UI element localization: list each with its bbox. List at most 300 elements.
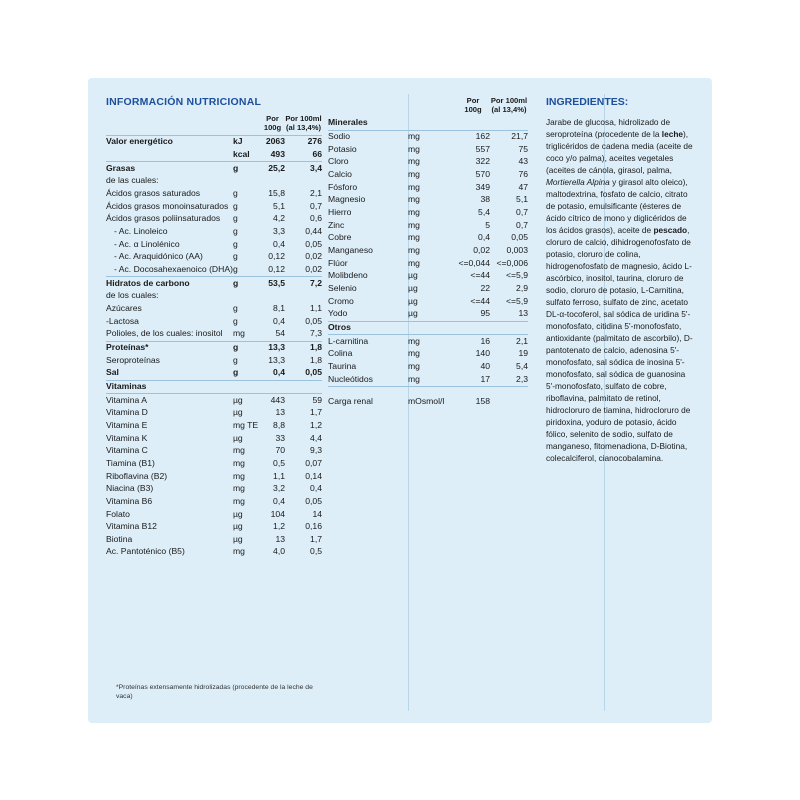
table-row [106, 533, 322, 546]
table-row [106, 200, 322, 213]
row-unit: kcal [232, 149, 250, 160]
row-value-per-100g: 570 [475, 169, 490, 180]
row-value-per-100g: 8,8 [273, 419, 285, 430]
footnote: *Proteínas extensamente hidrolizadas (procedente de la leche de vaca) [116, 683, 313, 700]
table-row [106, 367, 322, 380]
row-value-per-100g: 13 [275, 407, 285, 418]
ingredients-title: INGREDIENTES: [546, 96, 629, 108]
row-value-per-100ml: <=5,9 [506, 270, 528, 281]
row-unit: mg [408, 360, 420, 371]
table-row [106, 328, 322, 341]
table-row [106, 303, 322, 316]
row-unit: mg [232, 470, 245, 481]
row-label: Selenio [328, 283, 357, 293]
table-row [106, 251, 322, 264]
table-row [106, 546, 322, 559]
table-row [106, 315, 322, 328]
row-value-per-100g: 8,1 [273, 303, 285, 313]
row-label: Hierro [328, 207, 352, 218]
row-value-per-100ml [285, 380, 322, 393]
table-row [106, 483, 322, 496]
row-value-per-100g: 13,3 [268, 341, 285, 352]
row-value-per-100g: 95 [480, 308, 490, 319]
row-unit: mg [232, 483, 245, 494]
table-row [106, 136, 322, 149]
table-row [106, 394, 322, 407]
table-row [328, 348, 528, 361]
row-label: Seroproteínas [106, 354, 160, 365]
nutrition-left-rows [106, 136, 322, 559]
header-por100ml: Por 100ml (al 13,4%) [285, 114, 322, 132]
row-label: Ac. Pantoténico (B5) [106, 546, 185, 557]
row-value-per-100g: 557 [475, 143, 490, 154]
row-label: Azúcares [106, 303, 142, 313]
row-value-per-100g [260, 380, 285, 393]
row-unit: g [232, 238, 238, 249]
table-row [106, 238, 322, 251]
row-unit: mg [408, 143, 420, 154]
row-unit: mg [408, 335, 420, 346]
table-row [106, 508, 322, 521]
row-value-per-100ml: 2,9 [516, 283, 528, 293]
row-label: Vitamina B12 [106, 521, 157, 532]
header-unit [233, 114, 260, 135]
row-value-per-100ml: 0,14 [305, 470, 322, 481]
row-value-per-100ml: 0,05 [511, 232, 528, 243]
row-label: Ácidos grasos monoinsaturados [106, 200, 229, 211]
row-value-per-100g: 0,4 [273, 495, 285, 506]
row-unit: mg [408, 131, 420, 142]
row-value-per-100g: 4,2 [273, 213, 285, 224]
row-unit: µg [408, 270, 418, 281]
table-row [106, 521, 322, 534]
row-value-per-100ml: 66 [312, 149, 322, 160]
row-unit: µg [232, 533, 243, 544]
row-value-per-100ml: 3,4 [310, 162, 322, 173]
row-unit: mg [408, 181, 420, 192]
table-row [328, 283, 528, 296]
row-value-per-100g: 5,1 [273, 200, 285, 211]
row-unit: µg [232, 394, 243, 405]
row-label: Vitamina A [106, 394, 147, 405]
row-label: Sodio [328, 131, 350, 142]
row-value-per-100ml: 0,05 [305, 238, 322, 249]
row-unit: mg [408, 194, 420, 205]
row-value-per-100g: 38 [480, 194, 490, 205]
row-unit: g [232, 200, 238, 211]
row-value-per-100ml [490, 321, 528, 334]
row-value-per-100g: 0,5 [273, 457, 285, 468]
row-value-per-100g: 162 [475, 131, 490, 142]
row-unit: g [232, 354, 238, 365]
row-label: Otros [328, 321, 351, 332]
row-unit: mg [408, 169, 420, 180]
table-row [328, 143, 528, 156]
row-value-per-100g: 322 [475, 156, 490, 167]
row-value-per-100ml: 1,7 [310, 407, 322, 418]
table-header-row [106, 114, 322, 135]
row-label: - Ac. Linoleico [114, 226, 168, 237]
row-value-per-100g [260, 290, 285, 303]
row-value-per-100ml: 0,003 [506, 245, 528, 256]
table-row [328, 245, 528, 258]
row-unit: kJ [232, 136, 243, 147]
row-label: Yodo [328, 308, 348, 319]
table-row [328, 321, 528, 334]
row-value-per-100g: <=44 [470, 295, 490, 306]
table-row [106, 175, 322, 188]
row-value-per-100g: 0,12 [268, 251, 285, 262]
row-label: Ácidos grasos poliinsaturados [106, 213, 221, 224]
row-unit: g [232, 315, 238, 326]
row-label: de los cuales: [106, 290, 159, 301]
header-por100g: Por 100g [263, 114, 282, 132]
table-row [106, 407, 322, 420]
row-value-per-100ml: 4,4 [310, 432, 322, 443]
table-row [328, 117, 528, 130]
row-label: de las cuales: [106, 175, 159, 186]
table-row [328, 194, 528, 207]
row-label: Flúor [328, 257, 348, 268]
table-row [328, 396, 528, 409]
row-value-per-100g: 70 [275, 445, 285, 456]
row-unit [233, 175, 260, 188]
row-value-per-100ml: 0,7 [516, 219, 528, 230]
row-value-per-100g: 349 [475, 181, 490, 192]
row-label: -Lactosa [106, 315, 139, 326]
row-value-per-100g: <=44 [470, 270, 490, 281]
row-label: Grasas [106, 162, 136, 173]
row-label: Cloro [328, 156, 349, 167]
row-value-per-100ml [490, 117, 528, 130]
table-row [328, 335, 528, 348]
row-value-per-100ml: 1,8 [310, 341, 322, 352]
table-row [106, 162, 322, 175]
row-unit: mg [232, 445, 245, 456]
row-value-per-100g: 5 [485, 219, 490, 230]
row-unit: µg [408, 295, 418, 306]
row-label: Cromo [328, 295, 354, 306]
row-value-per-100ml: <=0,006 [496, 257, 528, 268]
row-unit: g [232, 277, 239, 288]
nutrition-mid-column [322, 96, 528, 713]
row-label: Calcio [328, 169, 352, 180]
row-unit: g [232, 162, 239, 173]
row-value-per-100g: 3,2 [273, 483, 285, 494]
row-value-per-100ml: 21,7 [511, 131, 528, 142]
nutrition-table-left [106, 114, 322, 559]
row-unit: mg [408, 373, 420, 384]
row-value-per-100g: 158 [475, 396, 490, 407]
row-value-per-100g: 0,4 [273, 367, 285, 378]
row-value-per-100g: 0,12 [268, 264, 285, 275]
row-label: Biotina [106, 533, 133, 544]
row-unit: g [232, 367, 239, 378]
row-unit: mg [408, 245, 420, 256]
row-value-per-100ml: 0,6 [310, 213, 322, 224]
table-row [106, 420, 322, 433]
row-value-per-100ml: 1,2 [310, 419, 322, 430]
row-value-per-100ml: 0,7 [516, 207, 528, 218]
row-unit: µg [232, 432, 243, 443]
row-value-per-100g: 15,8 [268, 188, 285, 199]
row-unit: g [232, 226, 238, 237]
row-label: Polioles, de los cuales: inositol [106, 328, 223, 339]
panel-inner [88, 78, 712, 723]
row-value-per-100g: 5,4 [478, 207, 490, 218]
row-label: Vitamina D [106, 407, 148, 418]
row-value-per-100ml: 47 [518, 181, 528, 192]
row-value-per-100g: 0,4 [273, 315, 285, 326]
row-unit: µg [408, 283, 418, 293]
row-value-per-100ml: 43 [518, 156, 528, 167]
row-unit: mg [408, 232, 420, 243]
table-row [106, 213, 322, 226]
row-value-per-100ml: 2,1 [310, 188, 322, 199]
row-value-per-100g: 1,2 [273, 521, 285, 532]
row-unit: mg [232, 546, 245, 557]
row-value-per-100g: 33 [275, 432, 285, 443]
row-value-per-100ml: 19 [518, 348, 528, 359]
row-value-per-100ml: 0,02 [305, 264, 322, 275]
row-value-per-100ml: 0,16 [305, 521, 322, 532]
row-value-per-100ml [490, 396, 528, 409]
row-label: Hidratos de carbono [106, 277, 190, 288]
row-value-per-100g: 40 [480, 360, 490, 371]
row-unit: µg [408, 308, 418, 319]
row-value-per-100g: 0,02 [473, 245, 490, 256]
row-value-per-100g: 53,5 [268, 277, 285, 288]
nutrition-left-column [106, 96, 322, 713]
row-unit: mg [232, 328, 245, 339]
header-por100g-mid: Por 100g [464, 96, 482, 114]
row-unit: mg [408, 219, 420, 230]
row-label: - Ac. Araquidónico (AA) [114, 251, 203, 262]
row-unit: µg [232, 407, 243, 418]
row-value-per-100g [456, 117, 490, 130]
table-row [106, 457, 322, 470]
row-value-per-100g: 0,4 [478, 232, 490, 243]
row-label: Manganeso [328, 245, 373, 256]
row-unit: mg [408, 257, 420, 268]
row-value-per-100ml: 0,05 [305, 367, 322, 378]
row-value-per-100ml: 0,44 [305, 226, 322, 237]
row-label: L-carnitina [328, 335, 369, 346]
row-value-per-100ml [285, 290, 322, 303]
row-label: Molibdeno [328, 270, 368, 281]
row-unit: mg [232, 457, 245, 468]
row-label: - Ac. Docosahexaenoico (DHA) [114, 264, 233, 275]
row-label: Niacina (B3) [106, 483, 154, 494]
table-row [106, 470, 322, 483]
row-label [106, 149, 233, 162]
row-value-per-100g: 493 [270, 149, 285, 160]
row-value-per-100ml: 59 [312, 394, 322, 405]
row-label: Taurina [328, 360, 357, 371]
row-label: Potasio [328, 143, 357, 154]
row-value-per-100g: 1,1 [273, 470, 285, 481]
row-value-per-100ml: 5,1 [516, 194, 528, 205]
row-unit: mg [408, 156, 420, 167]
ingredients-text: Jarabe de glucosa, hidrolizado de seroproteína (procedente de la leche), triglicéridos de cadena media (aceite de coco y/o palma), aceites vegetales (aceites de cánola, girasol, palma, Mortierella Alpina y girasol alto oleico), maltodextrina, fosfato de calcio, citrato de potasio, emulsificante (ésteres de ácido cítrico de mono y diglicéridos de los ácidos grasos), aceite de pescado, cloruro de calcio, dihidrogenofosfato de potasio, cloruro de colina, hidrogenofosfato de magnesio, ácido L-ascórbico, inositol, taurina, cloruro de sodio, cloruro de potasio, L-Carnitina, sulfato ferroso, sulfato de zinc, acetato DL-α-tocoferol, sal sódica de uridina 5'-monofosfato, citidina 5'-monofosfato, antioxidante (palmitato de ascorbilo), D-pantotenato de calcio, adenosina 5'-monofosfato, sal sódica de inosina 5'-monofosfato, sal sódica de guanosina 5'-monofosfato, sulfato de cobre, riboflavina, palmitato de retinol, hidrocloruro de tiamina, hidrocloruro de piridoxina, yoduro de potasio, ácido fólico, selenito de sodio, sulfato de manganeso, fitomenadiona, D-Biotina, colecalciferol, cianocobalamina. [546, 117, 693, 464]
table-row [328, 207, 528, 220]
ingredients-column [528, 96, 696, 713]
table-row [328, 270, 528, 283]
row-value-per-100g [260, 175, 285, 188]
row-value-per-100ml: 13 [518, 308, 528, 319]
table-row [106, 445, 322, 458]
nutrition-table-mid [328, 96, 528, 408]
table-row [106, 226, 322, 239]
table-row [106, 354, 322, 367]
row-label: Vitamina C [106, 445, 148, 456]
table-row [106, 432, 322, 445]
row-unit: g [232, 213, 238, 224]
row-unit: µg [232, 521, 243, 532]
table-row [328, 232, 528, 245]
row-unit: g [232, 251, 238, 262]
row-value-per-100ml: 0,07 [305, 457, 322, 468]
table-row [328, 130, 528, 143]
row-value-per-100ml: 0,4 [310, 483, 322, 494]
table-row [106, 188, 322, 201]
row-label: Ácidos grasos saturados [106, 188, 201, 199]
row-unit: µg [232, 508, 243, 519]
row-value-per-100g: 54 [275, 328, 285, 339]
row-label: Cobre [328, 232, 352, 243]
row-value-per-100g: 3,3 [273, 226, 285, 237]
row-value-per-100g: 22 [480, 283, 490, 293]
row-label: - Ac. α Linolénico [114, 238, 180, 249]
row-label: Carga renal [328, 396, 373, 407]
row-value-per-100ml: 7,2 [310, 277, 322, 288]
header-por100ml-mid: Por 100ml (al 13,4%) [490, 96, 528, 114]
row-unit: mg [232, 495, 245, 506]
row-value-per-100g: 140 [475, 348, 490, 359]
row-value-per-100ml: 0,05 [305, 315, 322, 326]
row-unit: mg TE [232, 419, 259, 430]
header-blank [106, 114, 233, 135]
row-value-per-100ml: 7,3 [310, 328, 322, 339]
header-unit-mid [408, 96, 456, 117]
row-unit: mOsmol/l [408, 396, 445, 407]
spacer-row [328, 386, 528, 395]
row-label: Valor energético [106, 136, 173, 147]
row-value-per-100ml: 0,02 [305, 251, 322, 262]
row-value-per-100ml: 276 [307, 136, 322, 147]
row-unit [408, 321, 456, 334]
table-row [328, 361, 528, 374]
row-value-per-100ml: 75 [518, 143, 528, 154]
row-label: Nucleótidos [328, 373, 373, 384]
row-value-per-100g: <=0,044 [458, 257, 490, 268]
row-value-per-100ml: 0,5 [310, 546, 322, 557]
row-value-per-100ml: 1,1 [310, 303, 322, 313]
row-label: Proteínas* [106, 341, 149, 352]
table-row [328, 169, 528, 182]
row-value-per-100ml: 5,4 [516, 360, 528, 371]
table-row [328, 257, 528, 270]
table-row [106, 277, 322, 290]
row-value-per-100ml: 9,3 [310, 445, 322, 456]
table-row [106, 380, 322, 393]
row-value-per-100g: 0,4 [273, 238, 285, 249]
page-title: INFORMACIÓN NUTRICIONAL [106, 96, 262, 108]
row-value-per-100g: 443 [270, 394, 285, 405]
row-value-per-100ml [285, 175, 322, 188]
row-value-per-100ml: 0,05 [305, 495, 322, 506]
row-label: Vitamina B6 [106, 495, 153, 506]
row-value-per-100ml: 2,1 [516, 335, 528, 346]
table-row [106, 495, 322, 508]
row-unit: mg [408, 348, 420, 359]
row-unit [233, 380, 260, 393]
table-row [106, 264, 322, 277]
row-label: Vitamina E [106, 419, 148, 430]
row-label: Fósforo [328, 181, 358, 192]
row-unit: g [232, 341, 239, 352]
row-unit: mg [408, 207, 420, 218]
row-label: Tiamina (B1) [106, 457, 155, 468]
row-label: Zinc [328, 219, 345, 230]
table-row [106, 341, 322, 354]
renal-load-row [328, 386, 528, 408]
table-row [328, 295, 528, 308]
row-value-per-100ml: 1,7 [310, 533, 322, 544]
row-value-per-100ml: <=5,9 [506, 295, 528, 306]
table-row [328, 156, 528, 169]
row-label: Magnesio [328, 194, 366, 205]
row-value-per-100g: 16 [480, 335, 490, 346]
row-value-per-100ml: 76 [518, 169, 528, 180]
table-row [106, 149, 322, 162]
row-label: Vitamina K [106, 432, 148, 443]
table-row [106, 290, 322, 303]
row-value-per-100g: 104 [270, 508, 285, 519]
row-unit: g [232, 264, 238, 275]
header-blank-mid [328, 96, 408, 117]
row-value-per-100g: 4,0 [273, 546, 285, 557]
row-value-per-100ml: 1,8 [310, 354, 322, 365]
row-label: Sal [106, 367, 119, 378]
row-unit: g [232, 303, 238, 313]
table-row [328, 308, 528, 321]
table-row [328, 219, 528, 232]
row-value-per-100ml: 0,7 [310, 200, 322, 211]
nutrition-mid-rows [328, 117, 528, 386]
table-row [328, 181, 528, 194]
row-value-per-100ml: 2,3 [516, 373, 528, 384]
row-unit: g [232, 188, 238, 199]
row-value-per-100g: 13 [275, 533, 285, 544]
row-value-per-100g: 13,3 [268, 354, 285, 365]
row-value-per-100ml: 14 [312, 508, 322, 519]
row-unit [233, 290, 260, 303]
row-value-per-100g: 2063 [265, 136, 285, 147]
row-label: Folato [106, 508, 130, 519]
row-label: Colina [328, 348, 353, 359]
nutrition-panel [88, 78, 712, 723]
table-header-row-mid [328, 96, 528, 117]
row-value-per-100g: 25,2 [268, 162, 285, 173]
row-label: Vitaminas [106, 380, 147, 391]
row-unit [408, 117, 456, 130]
row-value-per-100g [456, 321, 490, 334]
table-row [328, 373, 528, 386]
row-label: Minerales [328, 117, 368, 128]
row-value-per-100g: 17 [480, 373, 490, 384]
row-label: Riboflavina (B2) [106, 470, 168, 481]
